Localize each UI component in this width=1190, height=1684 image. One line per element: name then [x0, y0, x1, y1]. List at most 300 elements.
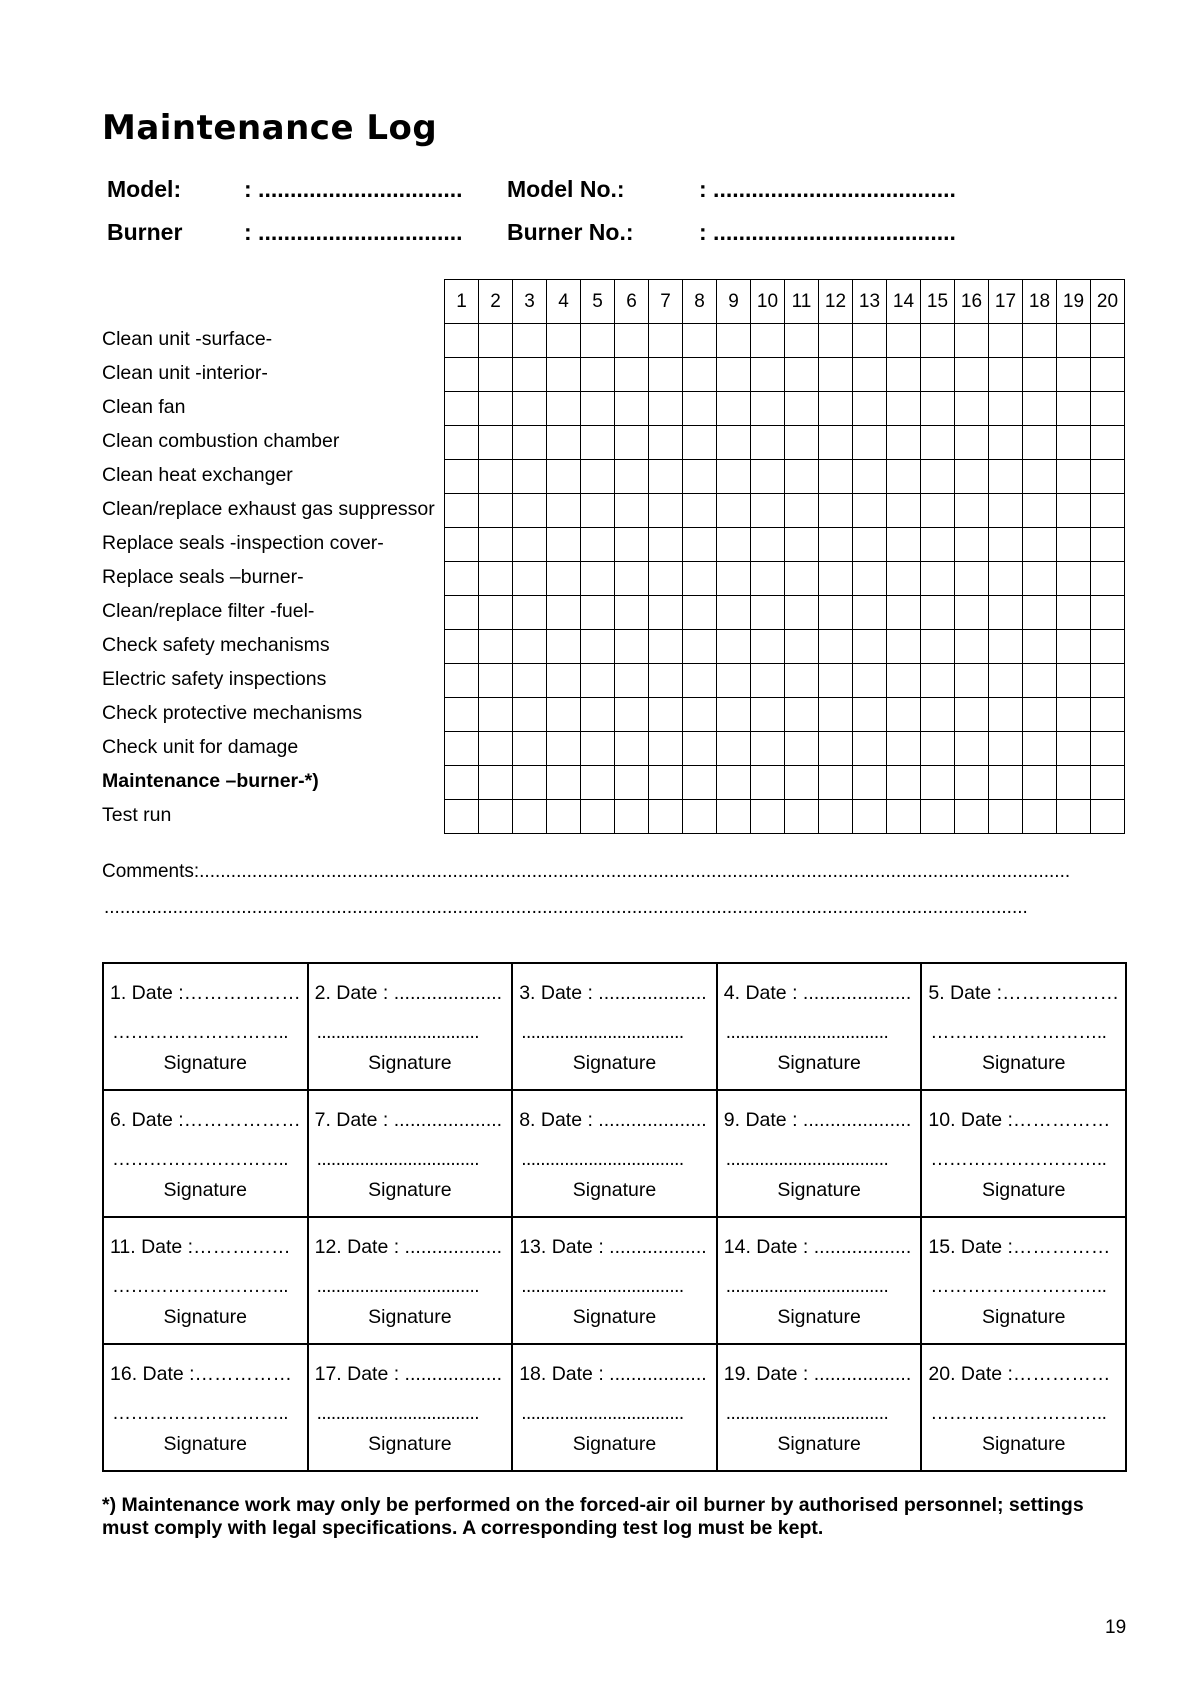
- signature-cell[interactable]: [717, 1217, 922, 1344]
- checklist-cell[interactable]: [1057, 426, 1091, 460]
- checklist-cell[interactable]: [683, 630, 717, 664]
- checklist-cell[interactable]: [1091, 630, 1125, 664]
- checklist-cell[interactable]: [989, 800, 1023, 834]
- checklist-cell[interactable]: [785, 596, 819, 630]
- checklist-cell[interactable]: [445, 562, 479, 596]
- checklist-cell[interactable]: [717, 732, 751, 766]
- checklist-cell[interactable]: [615, 698, 649, 732]
- checklist-cell[interactable]: [955, 358, 989, 392]
- checklist-cell[interactable]: [1057, 800, 1091, 834]
- signature-line[interactable]: ………………………..: [112, 1403, 289, 1424]
- checklist-cell[interactable]: [649, 766, 683, 800]
- checklist-cell[interactable]: [751, 426, 785, 460]
- checklist-cell[interactable]: [513, 630, 547, 664]
- checklist-cell[interactable]: [1057, 732, 1091, 766]
- checklist-cell[interactable]: [887, 528, 921, 562]
- checklist-cell[interactable]: [819, 732, 853, 766]
- checklist-cell[interactable]: [955, 324, 989, 358]
- checklist-cell[interactable]: [751, 800, 785, 834]
- checklist-cell[interactable]: [1023, 732, 1057, 766]
- checklist-cell[interactable]: [581, 528, 615, 562]
- checklist-cell[interactable]: [751, 596, 785, 630]
- checklist-cell[interactable]: [683, 698, 717, 732]
- checklist-cell[interactable]: [581, 426, 615, 460]
- checklist-cell[interactable]: [445, 630, 479, 664]
- checklist-cell[interactable]: [1057, 630, 1091, 664]
- checklist-cell[interactable]: [1023, 766, 1057, 800]
- checklist-cell[interactable]: [785, 630, 819, 664]
- checklist-cell[interactable]: [1091, 596, 1125, 630]
- checklist-cell[interactable]: [751, 562, 785, 596]
- checklist-cell[interactable]: [921, 630, 955, 664]
- checklist-cell[interactable]: [955, 698, 989, 732]
- checklist-cell[interactable]: [1023, 392, 1057, 426]
- checklist-cell[interactable]: [547, 460, 581, 494]
- checklist-cell[interactable]: [887, 800, 921, 834]
- checklist-cell[interactable]: [989, 426, 1023, 460]
- checklist-cell[interactable]: [1023, 528, 1057, 562]
- signature-date-field[interactable]: 4. Date : ....................: [723, 982, 912, 1004]
- checklist-cell[interactable]: [853, 494, 887, 528]
- checklist-cell[interactable]: [785, 358, 819, 392]
- signature-line[interactable]: ………………………..: [930, 1022, 1107, 1043]
- checklist-cell[interactable]: [819, 426, 853, 460]
- signature-line[interactable]: ………………………..: [930, 1276, 1107, 1297]
- checklist-cell[interactable]: [581, 494, 615, 528]
- checklist-cell[interactable]: [445, 392, 479, 426]
- checklist-cell[interactable]: [819, 358, 853, 392]
- checklist-cell[interactable]: [717, 596, 751, 630]
- checklist-cell[interactable]: [751, 494, 785, 528]
- checklist-cell[interactable]: [547, 358, 581, 392]
- signature-cell[interactable]: [921, 1217, 1126, 1344]
- signature-cell[interactable]: [308, 963, 513, 1090]
- checklist-cell[interactable]: [921, 596, 955, 630]
- checklist-cell[interactable]: [955, 664, 989, 698]
- checklist-cell[interactable]: [955, 460, 989, 494]
- checklist-cell[interactable]: [581, 460, 615, 494]
- checklist-cell[interactable]: [479, 392, 513, 426]
- signature-line[interactable]: ..................................: [725, 1276, 889, 1297]
- checklist-cell[interactable]: [649, 800, 683, 834]
- signature-date-field[interactable]: 16. Date :……………: [110, 1363, 293, 1385]
- checklist-cell[interactable]: [683, 426, 717, 460]
- signature-cell[interactable]: [512, 1344, 717, 1471]
- signature-date-field[interactable]: 14. Date : ..................: [723, 1236, 912, 1258]
- checklist-cell[interactable]: [445, 698, 479, 732]
- signature-line[interactable]: ………………………..: [930, 1149, 1107, 1170]
- checklist-cell[interactable]: [853, 528, 887, 562]
- signature-cell[interactable]: [512, 1217, 717, 1344]
- checklist-cell[interactable]: [989, 596, 1023, 630]
- checklist-cell[interactable]: [921, 732, 955, 766]
- model-field[interactable]: : ................................: [244, 176, 463, 202]
- checklist-cell[interactable]: [649, 426, 683, 460]
- checklist-cell[interactable]: [1023, 800, 1057, 834]
- checklist-cell[interactable]: [1023, 426, 1057, 460]
- checklist-cell[interactable]: [479, 426, 513, 460]
- checklist-cell[interactable]: [683, 766, 717, 800]
- checklist-cell[interactable]: [989, 732, 1023, 766]
- checklist-cell[interactable]: [649, 596, 683, 630]
- checklist-cell[interactable]: [547, 732, 581, 766]
- comments-line-1[interactable]: Comments:.....................................................................................................................................................................: [102, 861, 1071, 882]
- checklist-cell[interactable]: [887, 596, 921, 630]
- checklist-cell[interactable]: [1023, 630, 1057, 664]
- checklist-cell[interactable]: [1091, 732, 1125, 766]
- signature-line[interactable]: ..................................: [521, 1276, 684, 1297]
- checklist-cell[interactable]: [1057, 358, 1091, 392]
- checklist-cell[interactable]: [547, 630, 581, 664]
- checklist-cell[interactable]: [513, 596, 547, 630]
- checklist-cell[interactable]: [819, 766, 853, 800]
- checklist-cell[interactable]: [547, 494, 581, 528]
- checklist-cell[interactable]: [1023, 562, 1057, 596]
- checklist-cell[interactable]: [989, 698, 1023, 732]
- signature-cell[interactable]: [103, 1090, 308, 1217]
- checklist-cell[interactable]: [1091, 358, 1125, 392]
- checklist-cell[interactable]: [785, 732, 819, 766]
- checklist-cell[interactable]: [1091, 426, 1125, 460]
- signature-date-field[interactable]: 2. Date : ....................: [314, 982, 503, 1004]
- checklist-cell[interactable]: [819, 698, 853, 732]
- checklist-cell[interactable]: [955, 562, 989, 596]
- checklist-cell[interactable]: [1091, 392, 1125, 426]
- checklist-cell[interactable]: [615, 630, 649, 664]
- checklist-cell[interactable]: [887, 392, 921, 426]
- checklist-cell[interactable]: [921, 494, 955, 528]
- checklist-cell[interactable]: [1091, 800, 1125, 834]
- checklist-cell[interactable]: [615, 732, 649, 766]
- checklist-cell[interactable]: [513, 698, 547, 732]
- signature-date-field[interactable]: 1. Date :………………: [110, 982, 301, 1004]
- checklist-cell[interactable]: [717, 324, 751, 358]
- checklist-cell[interactable]: [1023, 358, 1057, 392]
- checklist-cell[interactable]: [547, 324, 581, 358]
- checklist-cell[interactable]: [479, 800, 513, 834]
- checklist-cell[interactable]: [649, 562, 683, 596]
- checklist-cell[interactable]: [989, 664, 1023, 698]
- signature-line[interactable]: ..................................: [521, 1149, 684, 1170]
- signature-date-field[interactable]: 20. Date :……………: [928, 1363, 1111, 1385]
- checklist-cell[interactable]: [955, 766, 989, 800]
- checklist-cell[interactable]: [479, 732, 513, 766]
- checklist-cell[interactable]: [581, 698, 615, 732]
- checklist-cell[interactable]: [785, 392, 819, 426]
- signature-line[interactable]: ..................................: [725, 1403, 889, 1424]
- checklist-cell[interactable]: [1057, 494, 1091, 528]
- checklist-cell[interactable]: [819, 460, 853, 494]
- checklist-cell[interactable]: [445, 324, 479, 358]
- checklist-cell[interactable]: [717, 358, 751, 392]
- checklist-cell[interactable]: [1091, 460, 1125, 494]
- checklist-cell[interactable]: [479, 562, 513, 596]
- checklist-cell[interactable]: [819, 324, 853, 358]
- checklist-cell[interactable]: [887, 494, 921, 528]
- checklist-cell[interactable]: [649, 392, 683, 426]
- checklist-cell[interactable]: [853, 562, 887, 596]
- checklist-cell[interactable]: [887, 664, 921, 698]
- checklist-cell[interactable]: [581, 358, 615, 392]
- checklist-cell[interactable]: [955, 732, 989, 766]
- comments-line-2[interactable]: ...............................................................................................................................................................................: [104, 897, 1028, 918]
- checklist-cell[interactable]: [1057, 664, 1091, 698]
- checklist-cell[interactable]: [1091, 528, 1125, 562]
- checklist-cell[interactable]: [751, 766, 785, 800]
- checklist-cell[interactable]: [751, 460, 785, 494]
- signature-line[interactable]: ..................................: [521, 1403, 684, 1424]
- checklist-cell[interactable]: [615, 562, 649, 596]
- signature-date-field[interactable]: 15. Date :……………: [928, 1236, 1111, 1258]
- checklist-cell[interactable]: [1057, 460, 1091, 494]
- signature-line[interactable]: ………………………..: [112, 1022, 289, 1043]
- checklist-cell[interactable]: [683, 596, 717, 630]
- checklist-cell[interactable]: [683, 528, 717, 562]
- checklist-cell[interactable]: [615, 494, 649, 528]
- checklist-cell[interactable]: [989, 494, 1023, 528]
- signature-line[interactable]: ..................................: [725, 1022, 889, 1043]
- checklist-cell[interactable]: [785, 800, 819, 834]
- checklist-cell[interactable]: [717, 766, 751, 800]
- checklist-cell[interactable]: [445, 528, 479, 562]
- checklist-cell[interactable]: [1091, 766, 1125, 800]
- signature-date-field[interactable]: 19. Date : ..................: [723, 1363, 912, 1385]
- checklist-cell[interactable]: [445, 664, 479, 698]
- checklist-cell[interactable]: [445, 426, 479, 460]
- checklist-cell[interactable]: [615, 426, 649, 460]
- signature-date-field[interactable]: 11. Date :……………: [110, 1236, 291, 1258]
- signature-date-field[interactable]: 13. Date : ..................: [519, 1236, 707, 1258]
- checklist-cell[interactable]: [921, 528, 955, 562]
- checklist-cell[interactable]: [479, 358, 513, 392]
- signature-cell[interactable]: [103, 963, 308, 1090]
- checklist-cell[interactable]: [547, 698, 581, 732]
- checklist-cell[interactable]: [581, 562, 615, 596]
- checklist-cell[interactable]: [649, 494, 683, 528]
- checklist-cell[interactable]: [479, 664, 513, 698]
- checklist-cell[interactable]: [581, 766, 615, 800]
- checklist-cell[interactable]: [989, 392, 1023, 426]
- checklist-cell[interactable]: [751, 630, 785, 664]
- signature-cell[interactable]: [921, 963, 1126, 1090]
- checklist-cell[interactable]: [1091, 698, 1125, 732]
- checklist-cell[interactable]: [1091, 664, 1125, 698]
- signature-line[interactable]: ..................................: [521, 1022, 684, 1043]
- checklist-cell[interactable]: [717, 664, 751, 698]
- checklist-cell[interactable]: [547, 426, 581, 460]
- checklist-cell[interactable]: [853, 630, 887, 664]
- checklist-cell[interactable]: [1057, 596, 1091, 630]
- checklist-cell[interactable]: [683, 392, 717, 426]
- signature-date-field[interactable]: 12. Date : ..................: [314, 1236, 503, 1258]
- signature-date-field[interactable]: 6. Date :………………: [110, 1109, 301, 1131]
- checklist-cell[interactable]: [785, 528, 819, 562]
- checklist-cell[interactable]: [853, 732, 887, 766]
- checklist-cell[interactable]: [615, 528, 649, 562]
- checklist-cell[interactable]: [717, 460, 751, 494]
- checklist-cell[interactable]: [683, 324, 717, 358]
- checklist-cell[interactable]: [785, 562, 819, 596]
- checklist-cell[interactable]: [955, 494, 989, 528]
- checklist-cell[interactable]: [921, 358, 955, 392]
- checklist-cell[interactable]: [513, 460, 547, 494]
- checklist-cell[interactable]: [887, 324, 921, 358]
- checklist-cell[interactable]: [819, 800, 853, 834]
- signature-date-field[interactable]: 10. Date :……………: [928, 1109, 1111, 1131]
- checklist-cell[interactable]: [887, 426, 921, 460]
- checklist-cell[interactable]: [989, 358, 1023, 392]
- signature-cell[interactable]: [717, 1344, 922, 1471]
- checklist-cell[interactable]: [581, 664, 615, 698]
- checklist-cell[interactable]: [479, 460, 513, 494]
- checklist-cell[interactable]: [615, 800, 649, 834]
- checklist-cell[interactable]: [921, 766, 955, 800]
- checklist-cell[interactable]: [819, 494, 853, 528]
- checklist-cell[interactable]: [853, 766, 887, 800]
- checklist-cell[interactable]: [513, 528, 547, 562]
- checklist-cell[interactable]: [955, 426, 989, 460]
- checklist-cell[interactable]: [921, 800, 955, 834]
- signature-date-field[interactable]: 18. Date : ..................: [519, 1363, 707, 1385]
- checklist-cell[interactable]: [989, 630, 1023, 664]
- checklist-cell[interactable]: [989, 562, 1023, 596]
- checklist-cell[interactable]: [649, 358, 683, 392]
- checklist-cell[interactable]: [819, 596, 853, 630]
- checklist-cell[interactable]: [853, 358, 887, 392]
- checklist-cell[interactable]: [819, 528, 853, 562]
- signature-date-field[interactable]: 17. Date : ..................: [314, 1363, 503, 1385]
- checklist-cell[interactable]: [547, 562, 581, 596]
- checklist-cell[interactable]: [1057, 392, 1091, 426]
- checklist-cell[interactable]: [615, 596, 649, 630]
- checklist-cell[interactable]: [445, 494, 479, 528]
- signature-date-field[interactable]: 7. Date : ....................: [314, 1109, 503, 1131]
- signature-line[interactable]: ..................................: [316, 1276, 480, 1297]
- checklist-cell[interactable]: [853, 324, 887, 358]
- checklist-cell[interactable]: [1023, 460, 1057, 494]
- checklist-cell[interactable]: [683, 800, 717, 834]
- checklist-cell[interactable]: [1023, 664, 1057, 698]
- signature-line[interactable]: ..................................: [316, 1149, 480, 1170]
- checklist-cell[interactable]: [853, 800, 887, 834]
- checklist-cell[interactable]: [547, 392, 581, 426]
- checklist-cell[interactable]: [547, 800, 581, 834]
- checklist-cell[interactable]: [445, 460, 479, 494]
- signature-cell[interactable]: [717, 1090, 922, 1217]
- checklist-cell[interactable]: [649, 664, 683, 698]
- checklist-cell[interactable]: [445, 732, 479, 766]
- checklist-cell[interactable]: [921, 460, 955, 494]
- checklist-cell[interactable]: [649, 528, 683, 562]
- checklist-cell[interactable]: [581, 392, 615, 426]
- checklist-cell[interactable]: [479, 324, 513, 358]
- checklist-cell[interactable]: [717, 426, 751, 460]
- checklist-cell[interactable]: [785, 664, 819, 698]
- signature-line[interactable]: ………………………..: [112, 1149, 289, 1170]
- model-no-field[interactable]: : ......................................: [699, 176, 956, 202]
- checklist-cell[interactable]: [989, 766, 1023, 800]
- checklist-cell[interactable]: [649, 630, 683, 664]
- checklist-cell[interactable]: [785, 494, 819, 528]
- checklist-cell[interactable]: [513, 664, 547, 698]
- signature-line[interactable]: ………………………..: [930, 1403, 1107, 1424]
- checklist-cell[interactable]: [887, 766, 921, 800]
- checklist-cell[interactable]: [989, 324, 1023, 358]
- checklist-cell[interactable]: [615, 324, 649, 358]
- checklist-cell[interactable]: [751, 392, 785, 426]
- checklist-cell[interactable]: [751, 664, 785, 698]
- checklist-cell[interactable]: [581, 630, 615, 664]
- checklist-cell[interactable]: [649, 732, 683, 766]
- checklist-cell[interactable]: [1091, 324, 1125, 358]
- checklist-cell[interactable]: [887, 358, 921, 392]
- checklist-cell[interactable]: [989, 528, 1023, 562]
- checklist-cell[interactable]: [479, 766, 513, 800]
- checklist-cell[interactable]: [479, 596, 513, 630]
- checklist-cell[interactable]: [955, 630, 989, 664]
- checklist-cell[interactable]: [785, 426, 819, 460]
- checklist-cell[interactable]: [921, 562, 955, 596]
- checklist-cell[interactable]: [751, 732, 785, 766]
- checklist-cell[interactable]: [513, 324, 547, 358]
- checklist-cell[interactable]: [955, 800, 989, 834]
- checklist-cell[interactable]: [445, 596, 479, 630]
- signature-date-field[interactable]: 5. Date :………………: [928, 982, 1120, 1004]
- checklist-cell[interactable]: [819, 664, 853, 698]
- signature-date-field[interactable]: 3. Date : ....................: [519, 982, 707, 1004]
- checklist-cell[interactable]: [921, 324, 955, 358]
- checklist-cell[interactable]: [1023, 324, 1057, 358]
- burner-field[interactable]: : ................................: [244, 219, 463, 245]
- checklist-cell[interactable]: [751, 698, 785, 732]
- signature-cell[interactable]: [512, 963, 717, 1090]
- checklist-cell[interactable]: [853, 460, 887, 494]
- checklist-cell[interactable]: [649, 324, 683, 358]
- checklist-cell[interactable]: [581, 324, 615, 358]
- checklist-cell[interactable]: [513, 426, 547, 460]
- checklist-cell[interactable]: [751, 528, 785, 562]
- checklist-cell[interactable]: [581, 732, 615, 766]
- checklist-cell[interactable]: [479, 698, 513, 732]
- checklist-cell[interactable]: [1057, 324, 1091, 358]
- signature-cell[interactable]: [308, 1217, 513, 1344]
- checklist-cell[interactable]: [717, 562, 751, 596]
- checklist-cell[interactable]: [751, 358, 785, 392]
- checklist-cell[interactable]: [887, 698, 921, 732]
- checklist-cell[interactable]: [1057, 528, 1091, 562]
- signature-cell[interactable]: [921, 1090, 1126, 1217]
- checklist-cell[interactable]: [513, 766, 547, 800]
- checklist-cell[interactable]: [547, 664, 581, 698]
- checklist-cell[interactable]: [819, 392, 853, 426]
- checklist-cell[interactable]: [479, 494, 513, 528]
- checklist-cell[interactable]: [853, 596, 887, 630]
- checklist-cell[interactable]: [1057, 698, 1091, 732]
- checklist-cell[interactable]: [1023, 596, 1057, 630]
- checklist-cell[interactable]: [479, 630, 513, 664]
- burner-no-field[interactable]: : ......................................: [699, 219, 956, 245]
- checklist-cell[interactable]: [921, 392, 955, 426]
- checklist-cell[interactable]: [887, 460, 921, 494]
- checklist-cell[interactable]: [887, 732, 921, 766]
- checklist-cell[interactable]: [751, 324, 785, 358]
- checklist-cell[interactable]: [513, 392, 547, 426]
- signature-cell[interactable]: [103, 1217, 308, 1344]
- checklist-cell[interactable]: [683, 732, 717, 766]
- checklist-cell[interactable]: [921, 664, 955, 698]
- checklist-cell[interactable]: [1057, 766, 1091, 800]
- checklist-cell[interactable]: [683, 358, 717, 392]
